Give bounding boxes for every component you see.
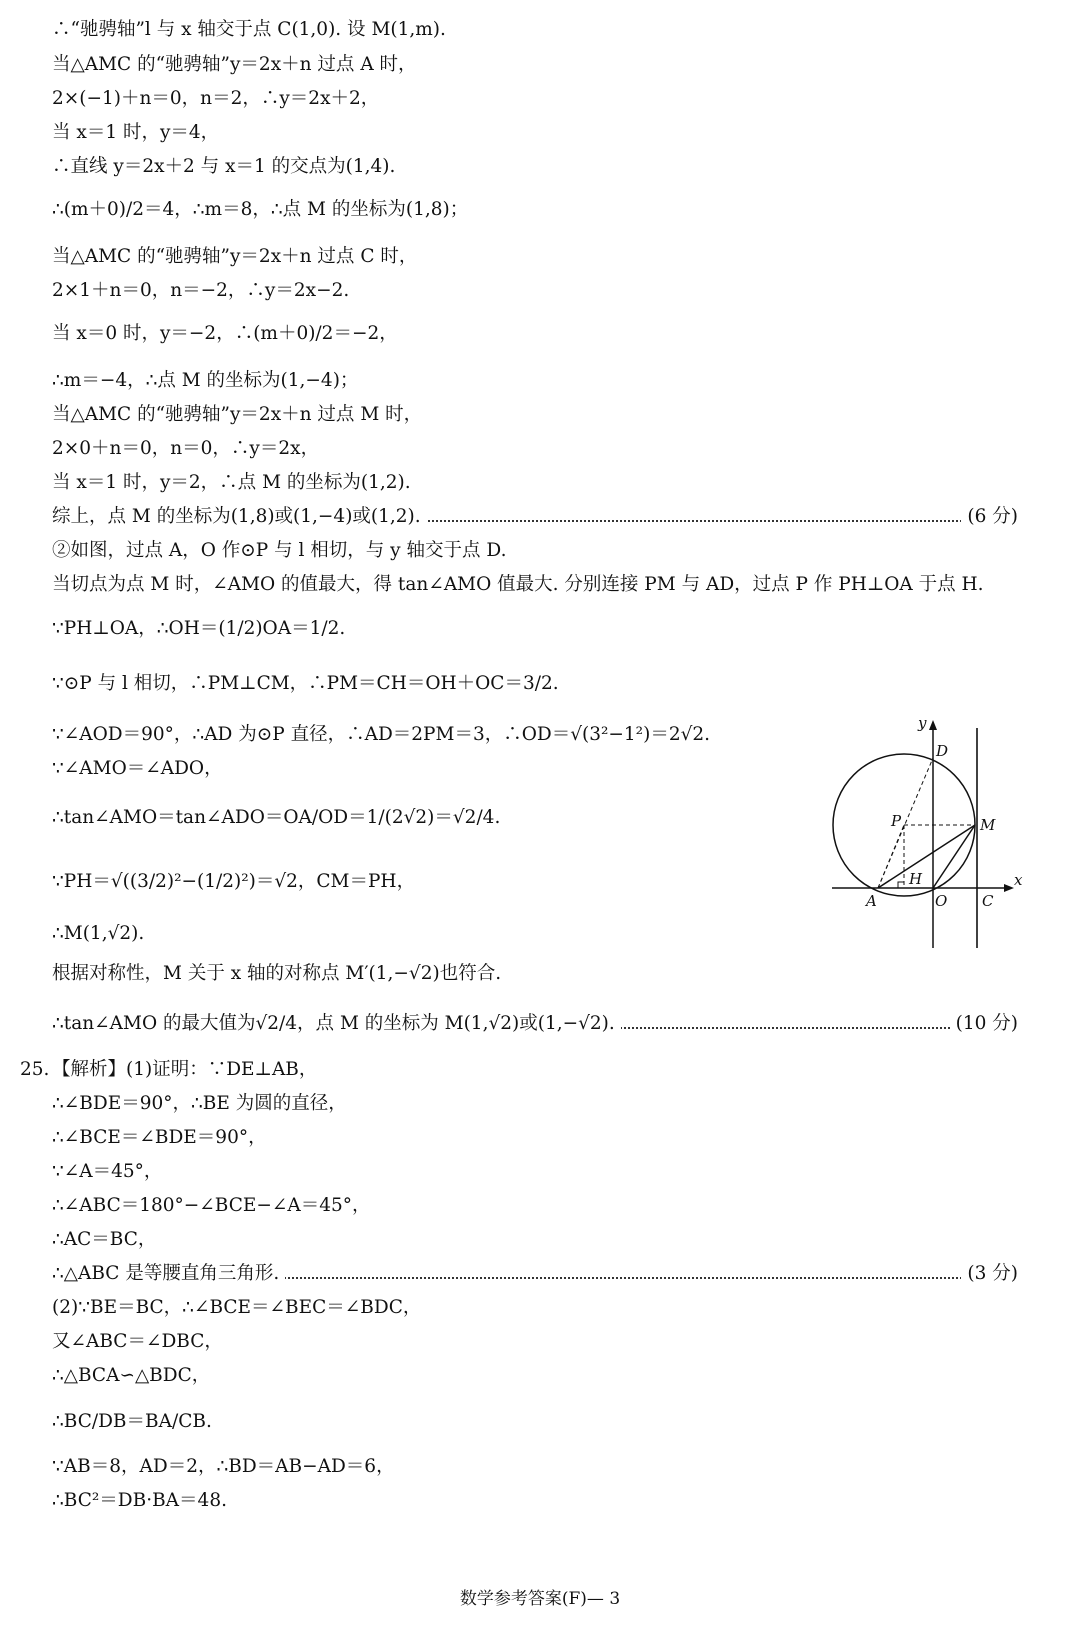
solution-line: ∴△BCA∽△BDC， [52,1365,211,1386]
solution-text: ∴tan∠AMO 的最大值为√2/4，点 M 的坐标为 M(1,√2)或(1,−√2). [52,1013,621,1034]
scored-line [52,1262,1018,1286]
solution-line: ∴M(1,√2). [52,923,145,944]
solution-line: 当△AMC 的“驰骋轴”y＝2x＋n 过点 M 时， [52,404,423,425]
label-h: H [909,870,923,888]
right-angle-mark [898,882,904,888]
solution-line: ∵AB＝8，AD＝2，∴BD＝AB−AD＝6， [52,1456,395,1477]
solution-line: ∵∠AOD＝90°，∴AD 为⊙P 直径，∴AD＝2PM＝3，∴OD＝√(3²−1²)＝2√2. [52,724,711,745]
solution-line: 2×0＋n＝0，n＝0，∴y＝2x， [52,438,320,459]
solution-line: 2×(−1)＋n＝0，n＝2，∴y＝2x＋2， [52,88,380,109]
solution-line: 当 x＝1 时，y＝2，∴点 M 的坐标为(1,2). [52,472,411,493]
solution-line: 当 x＝0 时，y＝−2，∴(m＋0)/2＝−2， [52,323,398,344]
label-m: M [980,816,996,834]
segment-ap [878,825,904,888]
solution-line: 当△AMC 的“驰骋轴”y＝2x＋n 过点 C 时， [52,246,418,267]
score-mark: (10 分) [950,1012,1018,1036]
solution-line: ∴∠BDE＝90°，∴BE 为圆的直径， [52,1093,347,1114]
solution-line: ∴(m＋0)/2＝4，∴m＝8，∴点 M 的坐标为(1,8)； [52,199,469,220]
solution-line: ∵∠AMO＝∠ADO， [52,758,223,779]
label-o: O [935,892,948,910]
scored-line [52,1012,1018,1036]
score-mark: (6 分) [961,505,1018,529]
segment-om [933,825,975,888]
page-footer: 数学参考答案(F)— 3 [459,1589,621,1609]
solution-line: ∴BC/DB＝BA/CB. [52,1411,212,1432]
solution-line: ∴AC＝BC， [52,1229,157,1250]
score-mark: (3 分) [961,1262,1018,1286]
solution-line: ∴“驰骋轴”l 与 x 轴交于点 C(1,0). 设 M(1,m). [52,19,446,40]
solution-line: ②如图，过点 A，O 作⊙P 与 l 相切，与 y 轴交于点 D. [52,540,507,561]
scored-line [52,505,1018,529]
solution-line: ∵∠A＝45°， [52,1161,163,1182]
solution-line: 当切点为点 M 时，∠AMO 的值最大，得 tan∠AMO 值最大. 分别连接 PM 与 AD，过点 P 作 PH⊥OA 于点 H. [52,574,984,595]
solution-line: ∵⊙P 与 l 相切，∴PM⊥CM，∴PM＝CH＝OH＋OC＝3/2. [52,673,559,694]
x-axis-arrow [1004,884,1014,892]
solution-text: ∴△ABC 是等腰直角三角形. [52,1263,285,1284]
solution-line: 又∠ABC＝∠DBC， [52,1331,223,1352]
label-y: y [918,714,927,732]
solution-line: 2×1＋n＝0，n＝−2，∴y＝2x−2. [52,280,350,301]
solution-line: 当 x＝1 时，y＝4， [52,122,220,143]
solution-line: ∴直线 y＝2x＋2 与 x＝1 的交点为(1,4). [52,156,396,177]
solution-line: 【解析】(1)证明：∵DE⊥AB， [52,1059,318,1080]
label-d: D [936,742,949,760]
solution-line: ∴∠BCE＝∠BDE＝90°， [52,1127,267,1148]
solution-line: 根据对称性，M 关于 x 轴的对称点 M′(1,−√2)也符合. [52,963,502,984]
segment-am [878,825,975,888]
solution-line: ∵PH⊥OA，∴OH＝(1/2)OA＝1/2. [52,618,346,639]
question-number: 25. [20,1059,50,1080]
solution-line: (2)∵BE＝BC，∴∠BCE＝∠BEC＝∠BDC， [52,1297,422,1318]
geometry-figure [832,712,1062,962]
label-a: A [866,892,877,910]
y-axis-arrow [929,720,937,730]
label-c: C [982,892,994,910]
solution-line: ∴BC²＝DB·BA＝48. [52,1490,227,1511]
label-x: x [1014,871,1023,889]
label-p: P [891,812,902,830]
solution-line: ∵PH＝√((3/2)²−(1/2)²)＝√2，CM＝PH， [52,871,416,892]
solution-line: 当△AMC 的“驰骋轴”y＝2x＋n 过点 A 时， [52,54,417,75]
solution-text: 综上，点 M 的坐标为(1,8)或(1,−4)或(1,2). [52,506,427,527]
solution-line: ∴∠ABC＝180°−∠BCE−∠A＝45°， [52,1195,371,1216]
solution-line: ∴tan∠AMO＝tan∠ADO＝OA/OD＝1/(2√2)＝√2/4. [52,807,501,828]
solution-line: ∴m＝−4，∴点 M 的坐标为(1,−4)； [52,370,359,391]
